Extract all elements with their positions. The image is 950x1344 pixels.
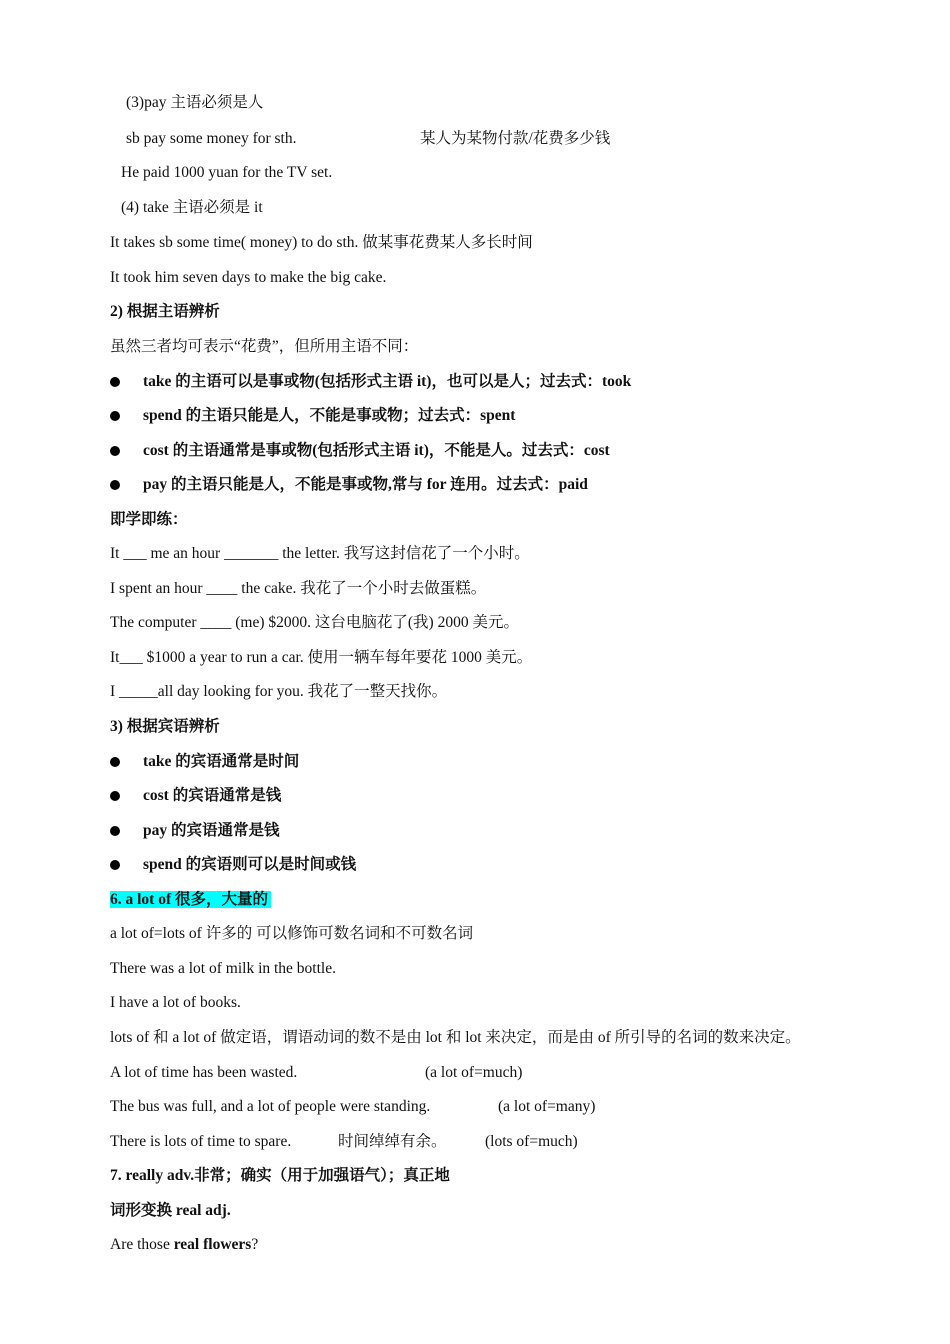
take-example: It took him seven days to make the big cake. bbox=[110, 269, 387, 286]
practice-item: It ___ me an hour _______ the letter. 我写这封信花了一个小时。 bbox=[110, 545, 530, 562]
take-pattern: It takes sb some time( money) to do sth. 做某事花费某人多长时间 bbox=[110, 234, 533, 251]
alot-example: I have a lot of books. bbox=[110, 994, 241, 1011]
really-word-forms: 词形变换 real adj. bbox=[110, 1202, 231, 1219]
bullet-icon bbox=[110, 411, 120, 421]
subject-section-title: 2) 根据主语辨析 bbox=[110, 303, 220, 320]
object-bullet-pay: pay 的宾语通常是钱 bbox=[143, 822, 280, 839]
really-example bbox=[110, 1235, 258, 1255]
really-example-bold: real flowers bbox=[173, 1236, 252, 1253]
alot-example: There was a lot of milk in the bottle. bbox=[110, 960, 336, 977]
bullet-icon bbox=[110, 446, 120, 456]
really-section-title: 7. really adv.非常；确实（用于加强语气）；真正地 bbox=[110, 1167, 450, 1184]
pay-pattern: sb pay some money for sth. bbox=[126, 130, 297, 147]
pay-pattern-cn: 某人为某物付款/花费多少钱 bbox=[420, 130, 611, 147]
bullet-icon bbox=[110, 860, 120, 870]
practice-item: The computer ____ (me) $2000. 这台电脑花了(我) 2000 美元。 bbox=[110, 614, 519, 631]
alot-example: The bus was full, and a lot of people were standing. bbox=[110, 1098, 431, 1115]
take-header: (4) take 主语必须是 it bbox=[121, 199, 263, 216]
alot-example: A lot of time has been wasted. bbox=[110, 1064, 298, 1081]
subject-bullet-take: take 的主语可以是事或物(包括形式主语 it)，也可以是人；过去式：took bbox=[143, 373, 632, 390]
alot-example: There is lots of time to spare. bbox=[110, 1133, 292, 1150]
really-example-pre: Are those bbox=[110, 1236, 174, 1253]
alot-note: lots of 和 a lot of 做定语，谓语动词的数不是由 lot 和 lot 来决定，而是由 of 所引导的名词的数来决定。 bbox=[110, 1029, 801, 1046]
bullet-icon bbox=[110, 377, 120, 387]
subject-bullet-pay: pay 的主语只能是人，不能是事或物,常与 for 连用。过去式：paid bbox=[143, 476, 588, 493]
bullet-icon bbox=[110, 757, 120, 767]
object-section-title: 3) 根据宾语辨析 bbox=[110, 718, 220, 735]
pay-example: He paid 1000 yuan for the TV set. bbox=[121, 164, 333, 181]
practice-title: 即学即练： bbox=[110, 511, 188, 528]
subject-bullet-spend: spend 的主语只能是人，不能是事或物；过去式：spent bbox=[143, 407, 516, 424]
alot-example-note: (a lot of=much) bbox=[425, 1064, 523, 1081]
object-bullet-spend: spend 的宾语则可以是时间或钱 bbox=[143, 856, 357, 873]
pay-header: (3)pay 主语必须是人 bbox=[126, 94, 264, 111]
alot-section-title bbox=[110, 890, 271, 910]
bullet-icon bbox=[110, 480, 120, 490]
object-bullet-take: take 的宾语通常是时间 bbox=[143, 753, 300, 770]
practice-item: I _____all day looking for you. 我花了一整天找你。 bbox=[110, 683, 448, 700]
alot-example-note: (a lot of=many) bbox=[498, 1098, 596, 1115]
alot-definition: a lot of=lots of 许多的 可以修饰可数名词和不可数名词 bbox=[110, 925, 474, 942]
practice-item: I spent an hour ____ the cake. 我花了一个小时去做蛋糕。 bbox=[110, 580, 487, 597]
alot-example-note: (lots of=much) bbox=[485, 1133, 578, 1150]
highlighted-heading: 6. a lot of 很多，大量的 bbox=[110, 891, 271, 908]
subject-bullet-cost: cost 的主语通常是事或物(包括形式主语 it)，不能是人。过去式：cost bbox=[143, 442, 610, 459]
practice-item: It___ $1000 a year to run a car. 使用一辆车每年要花 1000 美元。 bbox=[110, 649, 533, 666]
object-bullet-cost: cost 的宾语通常是钱 bbox=[143, 787, 282, 804]
bullet-icon bbox=[110, 826, 120, 836]
alot-example-cn: 时间绰绰有余。 bbox=[338, 1133, 447, 1150]
bullet-icon bbox=[110, 791, 120, 801]
really-example-post: ? bbox=[251, 1236, 259, 1253]
subject-section-intro: 虽然三者均可表示“花费”，但所用主语不同： bbox=[110, 338, 419, 355]
